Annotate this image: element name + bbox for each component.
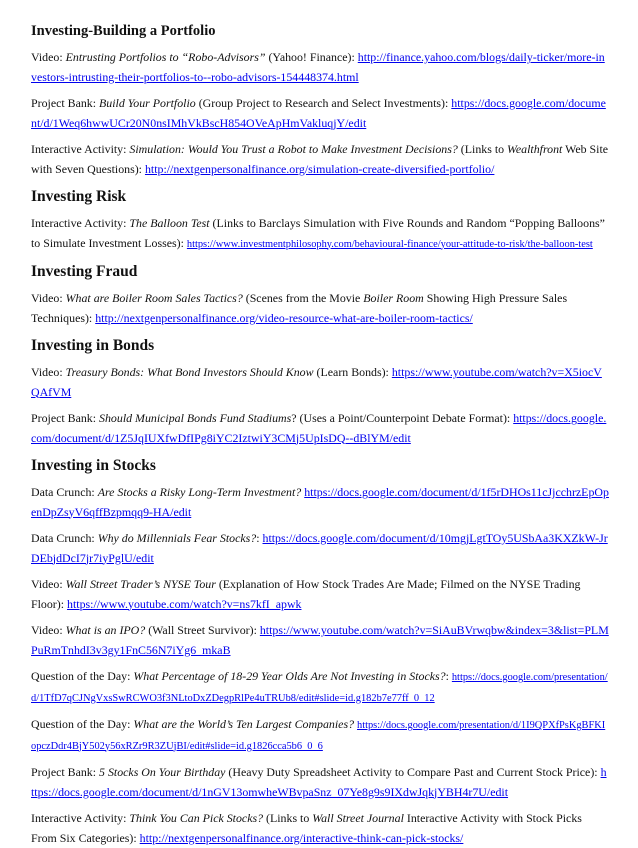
entry-link[interactable]: http://finance.yahoo.com/blogs/daily-ticker/more-investors-intrusting-their-portfolios-to--robo-advisors-154448374.html	[31, 50, 605, 84]
entry-title: Build Your Portfolio	[99, 96, 196, 110]
entry-desc-italic: Boiler Room	[363, 291, 424, 305]
section-heading: Investing in Stocks	[31, 457, 156, 474]
list-item	[31, 409, 609, 448]
entry-link[interactable]: https://docs.google.com/document/d/10mgjLgtTOy5USbAa3KXZkW-JrDEbjdDcI7jr7iyPglU/edit	[31, 531, 608, 565]
entry-link[interactable]: https://www.youtube.com/watch?v=SiAuBVrwqbw&index=3&list=PLMPuRmTnhdI3v3gy1FnC56N7iYg6_mkaB	[31, 623, 609, 657]
entry-link[interactable]: http://nextgenpersonalfinance.org/video-resource-what-are-boiler-room-tactics/	[95, 310, 473, 325]
document-page	[31, 22, 609, 848]
entry-desc-italic: Wealthfront	[507, 142, 563, 156]
section-heading: Investing Fraud	[31, 263, 138, 280]
entry-label: Video:	[31, 291, 66, 305]
entry-link[interactable]: https://www.youtube.com/watch?v=X5iocVQAfVM	[31, 365, 602, 399]
entry-title: Entrusting Portfolios to “Robo-Advisors”	[65, 50, 266, 64]
entry-desc: (Explanation of How Stock Trades Are Made; Filmed on the NYSE Trading Floor):	[31, 577, 581, 611]
list-item	[31, 667, 609, 708]
entry-title: Simulation: Would You Trust a Robot to Make Investment Decisions?	[129, 142, 458, 156]
entry-desc: (Heavy Duty Spreadsheet Activity to Compare Past and Current Stock Price):	[225, 765, 601, 779]
entry-desc: (Scenes from the Movie	[242, 291, 364, 305]
entry-desc-italic: Wall Street Journal	[312, 811, 404, 825]
entry-title: Why do Millennials Fear Stocks?	[97, 531, 257, 545]
entry-label: Question of the Day:	[31, 717, 134, 731]
entry-label: Data Crunch:	[31, 485, 98, 499]
entry-desc-2: Interactive Activity with Stock Picks From Six Categories):	[31, 811, 582, 845]
entry-title: What is an IPO?	[65, 623, 146, 637]
entry-link[interactable]: https://www.investmentphilosophy.com/behavioural-finance/your-attitude-to-risk/the-balloon-test	[186, 238, 593, 250]
entry-title: Are Stocks a Risky Long-Term Investment?	[97, 485, 302, 499]
list-item	[31, 94, 609, 133]
list-item	[31, 575, 609, 614]
entry-label: Project Bank:	[31, 96, 100, 110]
entry-title: Wall Street Trader’s NYSE Tour	[65, 577, 216, 591]
entry-title: What are the World’s Ten Largest Companies?	[133, 717, 355, 731]
entry-label: Question of the Day:	[31, 669, 134, 683]
entry-label: Project Bank:	[31, 765, 100, 779]
entry-desc: (Learn Bonds):	[313, 365, 392, 379]
entry-link[interactable]: http://nextgenpersonalfinance.org/interactive-think-can-pick-stocks/	[139, 830, 464, 845]
entry-label: Interactive Activity:	[31, 811, 130, 825]
entry-link[interactable]: https://docs.google.com/document/d/1f5rDHOs11cJjcchrzEpOpenDpZsyV6qffBzpmqq9-HA/edit	[31, 485, 609, 519]
entry-title: What are Boiler Room Sales Tactics?	[65, 291, 243, 305]
entry-label: Interactive Activity:	[31, 142, 130, 156]
entry-title: 5 Stocks On Your Birthday	[99, 765, 226, 779]
list-item	[31, 214, 609, 254]
list-item	[31, 529, 609, 568]
list-item	[31, 363, 609, 402]
entry-label: Data Crunch:	[31, 531, 98, 545]
list-item	[31, 48, 609, 87]
entry-desc: (Yahoo! Finance):	[265, 50, 358, 64]
entry-desc: (Links to Barclays Simulation with Five Rounds and Random “Popping Balloons” to Simulate Investment Losses):	[31, 216, 605, 250]
entry-title: The Balloon Test	[129, 216, 210, 230]
entry-label: Project Bank:	[31, 411, 100, 425]
entry-desc-2: Web Site with Seven Questions):	[31, 142, 609, 176]
entry-link[interactable]: http://nextgenpersonalfinance.org/simulation-create-diversified-portfolio/	[144, 161, 495, 176]
entry-desc: :	[445, 669, 452, 683]
entry-desc: (Wall Street Survivor):	[145, 623, 260, 637]
list-item	[31, 715, 609, 756]
list-item	[31, 483, 609, 522]
entry-link[interactable]: https://docs.google.com/document/d/1nGV13omwheWBvpaSnz_07Ye8g9s9IXdwJqkjYBH4r7U/edit	[31, 765, 607, 799]
list-item	[31, 763, 609, 802]
list-item	[31, 809, 609, 848]
entry-desc: :	[256, 531, 263, 545]
entry-link[interactable]: https://www.youtube.com/watch?v=ns7kfI_apwk	[67, 596, 302, 611]
entry-title: What Percentage of 18-29 Year Olds Are Not Investing in Stocks?	[133, 669, 446, 683]
entry-link[interactable]: https://docs.google.com/document/d/1Weq6hwwUCr20N0nsIMhVkBscH854OVeApHmVakluqjY/edit	[31, 96, 606, 130]
entry-desc: (Links to	[457, 142, 508, 156]
entry-label: Interactive Activity:	[31, 216, 130, 230]
entry-label: Video:	[31, 577, 66, 591]
entry-label: Video:	[31, 365, 66, 379]
entry-link[interactable]: https://docs.google.com/document/d/1Z5JqIUXfwDfIPg8iYC2IztwiY3CMj5UpIsDQ--dBlYM/edit	[31, 411, 607, 445]
entry-desc: (Group Project to Research and Select Investments):	[195, 96, 452, 110]
entry-label: Video:	[31, 50, 66, 64]
entry-desc: ? (Uses a Point/Counterpoint Debate Format):	[291, 411, 514, 425]
entry-link[interactable]: https://docs.google.com/presentation/d/1I9QPXfPsKgBFKIopczDdr4BjY502y56xRZr9R3ZUjBI/edit#slide=id.g1826cca5b6_0_6	[31, 720, 606, 752]
entry-title: Treasury Bonds: What Bond Investors Should Know	[65, 365, 314, 379]
entry-link[interactable]: https://docs.google.com/presentation/d/1TfD7qCJNgVxsSwRCWO3f3NLtoDxZDegpRlPe4uTRUb8/edit#slide=id.g182b7e77ff_0_12	[31, 672, 608, 704]
section-heading: Investing in Bonds	[31, 337, 155, 354]
section-heading: Investing-Building a Portfolio	[31, 23, 216, 39]
entry-title: Should Municipal Bonds Fund Stadiums	[99, 411, 292, 425]
entry-desc-2: Showing High Pressure Sales Techniques):	[31, 291, 568, 325]
entry-label: Video:	[31, 623, 66, 637]
entry-title: Think You Can Pick Stocks?	[129, 811, 264, 825]
list-item	[31, 140, 609, 179]
entry-desc: (Links to	[263, 811, 313, 825]
list-item	[31, 621, 609, 660]
list-item	[31, 289, 609, 328]
section-heading: Investing Risk	[31, 188, 127, 205]
